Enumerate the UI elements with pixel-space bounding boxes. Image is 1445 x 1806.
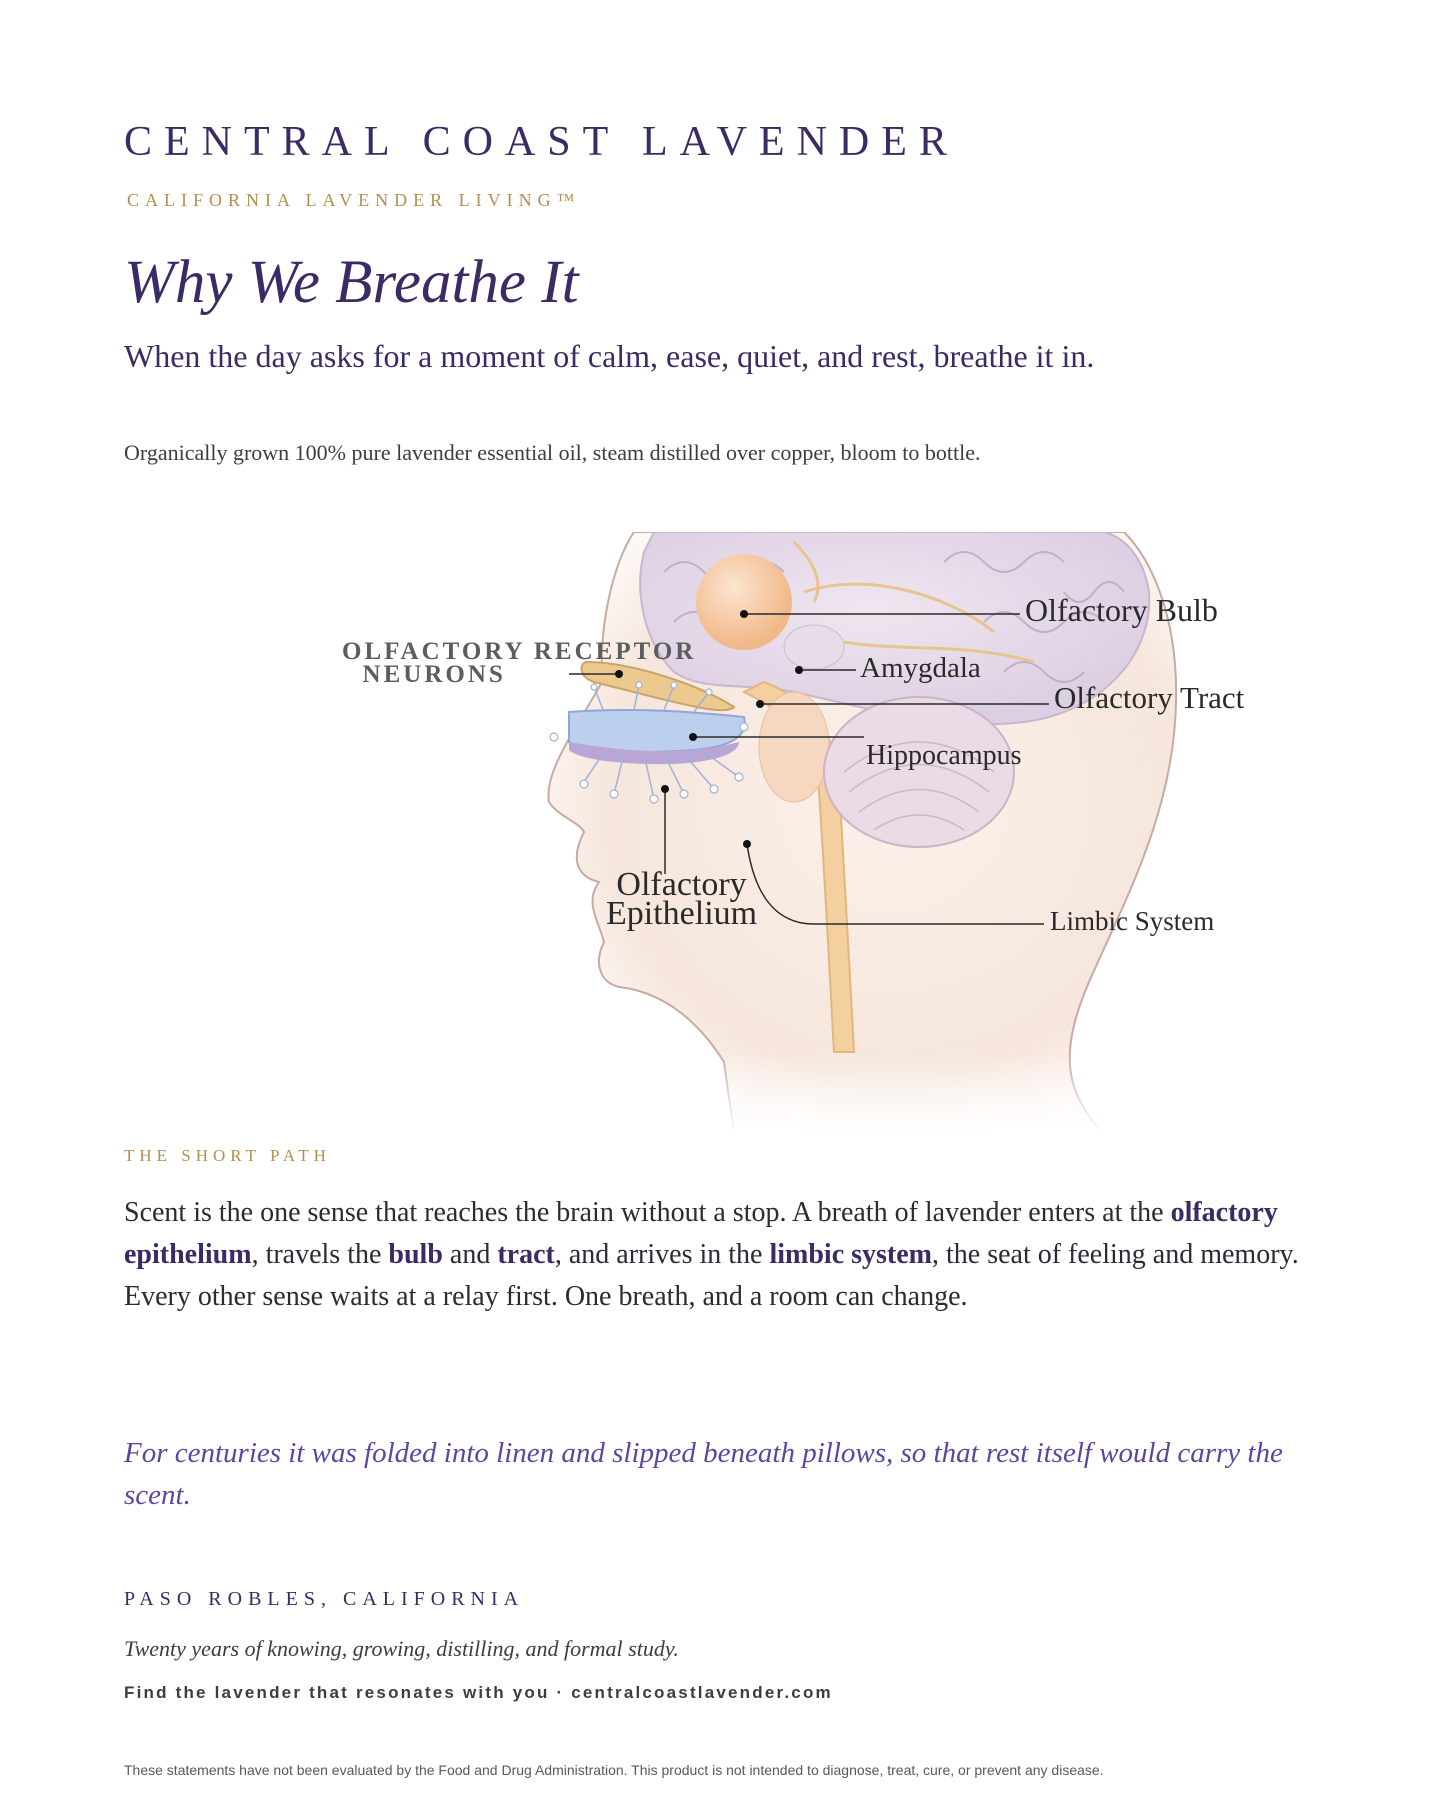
short-path-paragraph (124, 1192, 1324, 1318)
website-cta: Find the lavender that resonates with you · centralcoastlavender.com (124, 1683, 833, 1702)
label-epithelium-line2: Epithelium (606, 895, 758, 932)
label-olfactory-epithelium (606, 866, 758, 932)
label-receptor-line2: NEURONS (362, 661, 506, 688)
term-bulb: bulb (388, 1239, 443, 1270)
label-epithelium-line1: Olfactory (616, 866, 747, 903)
term-tract: tract (497, 1239, 555, 1270)
label-receptor-line1: OLFACTORY RECEPTOR (342, 638, 697, 665)
label-hippocampus: Hippocampus (866, 740, 1022, 771)
label-olfactory-tract: Olfactory Tract (1054, 680, 1245, 715)
page-title: Why We Breathe It (124, 249, 579, 316)
location-heading: PASO ROBLES, CALIFORNIA (124, 1588, 525, 1610)
label-olfactory-bulb: Olfactory Bulb (1025, 592, 1218, 628)
label-amygdala: Amygdala (860, 652, 981, 684)
fda-disclaimer: These statements have not been evaluated by the Food and Drug Administration. This product is not intended to diagnose, treat, cure, or prevent any disease. (124, 1762, 1104, 1778)
label-receptor-neurons (342, 640, 696, 686)
pull-quote: For centuries it was folded into linen and slipped beneath pillows, so that rest itself would carry the scent. (124, 1437, 1283, 1511)
section-kicker: THE SHORT PATH (124, 1146, 331, 1165)
brand-tagline: CALIFORNIA LAVENDER LIVING™ (127, 190, 581, 210)
body-text-3: and (442, 1239, 498, 1270)
body-text-1: Scent is the one sense that reaches the brain without a stop. A breath of lavender enters at the (124, 1197, 1171, 1228)
page-subtitle: When the day asks for a moment of calm, ease, quiet, and rest, breathe it in. (124, 338, 1095, 374)
body-text-4: , and arrives in the (554, 1239, 770, 1270)
term-olfactory-epithelium: olfactory epithelium (124, 1197, 1278, 1270)
olfactory-diagram (344, 532, 1424, 1134)
label-limbic-system: Limbic System (1050, 906, 1215, 936)
body-text-5: , the seat of feeling and memory. Every other sense waits at a relay first. One breath, and a room can change. (124, 1239, 1299, 1312)
term-limbic-system: limbic system (769, 1239, 932, 1270)
body-text-2: , travels the (251, 1239, 389, 1270)
experience-line: Twenty years of knowing, growing, distilling, and formal study. (124, 1636, 679, 1661)
brand-name: CENTRAL COAST LAVENDER (124, 119, 959, 165)
product-origin-text: Organically grown 100% pure lavender essential oil, steam distilled over copper, bloom to bottle. (124, 440, 981, 465)
